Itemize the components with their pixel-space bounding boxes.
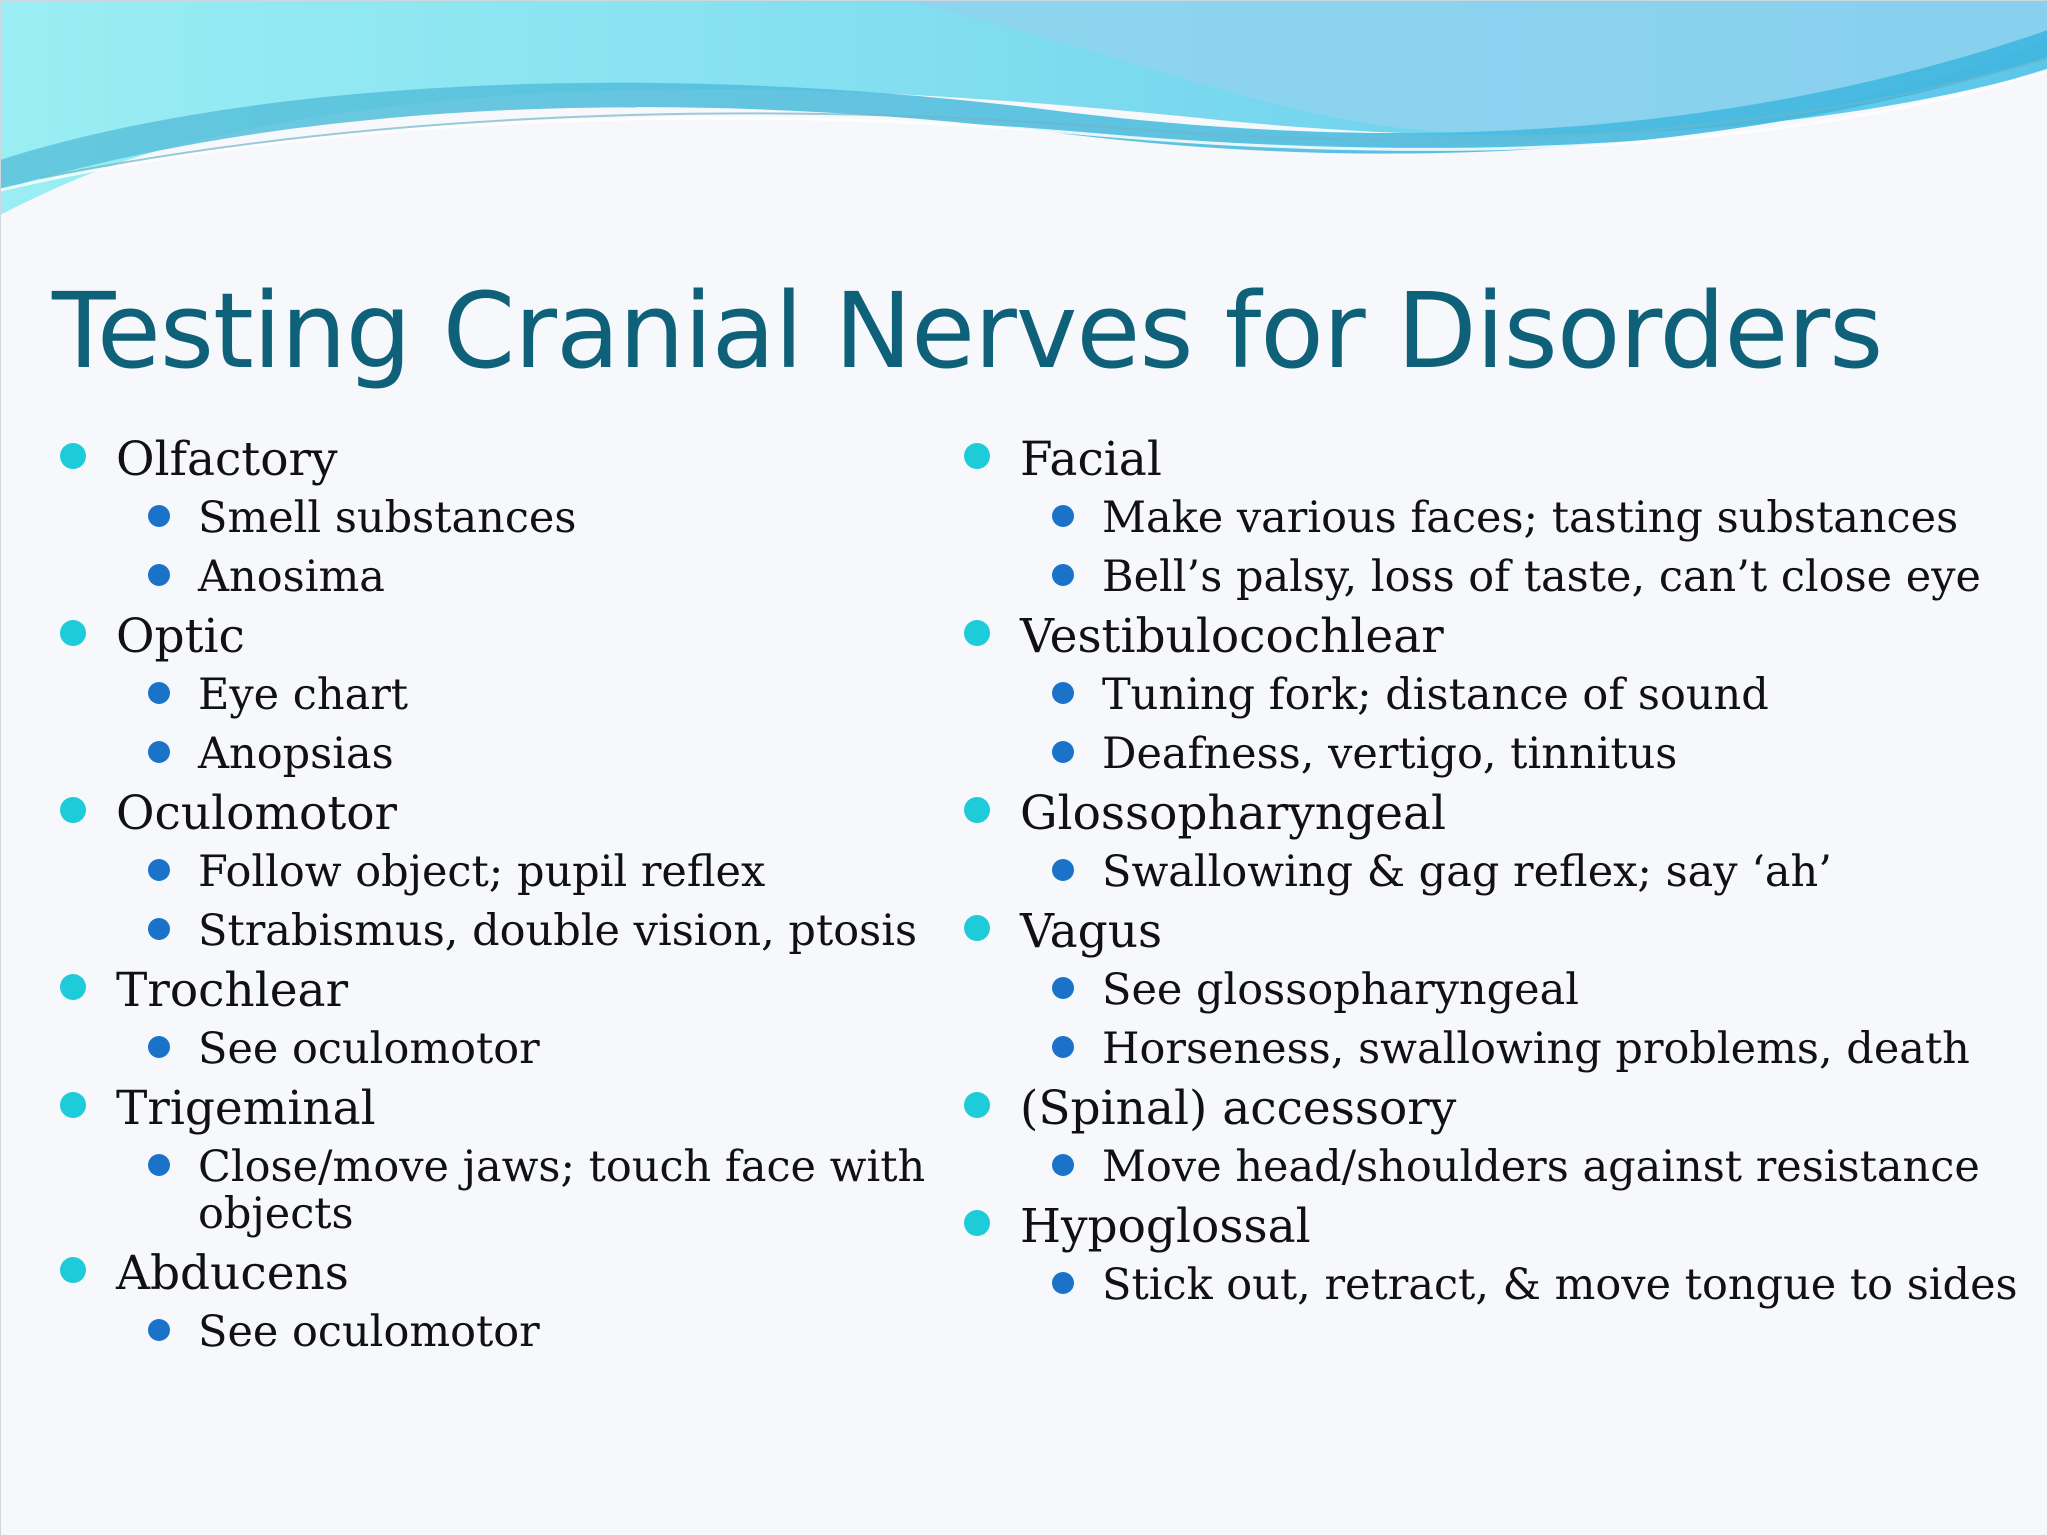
test-list-item — [198, 1303, 940, 1362]
test-list-item — [198, 489, 940, 548]
nerve-name: Hypoglossal — [1020, 1199, 1311, 1254]
nerve-item-trigeminal — [60, 1079, 940, 1244]
left-nerve-list — [60, 430, 940, 1362]
nerve-item-vestibulocochlear — [964, 607, 2034, 784]
nerve-item-olfactory — [60, 430, 940, 607]
nerve-name: Glossopharyngeal — [1020, 786, 1447, 841]
test-list-item — [1102, 961, 2034, 1020]
sub-bullet-dot-icon — [148, 918, 170, 940]
test-list-item — [1102, 489, 2034, 548]
nerve-item-glossopharyngeal — [964, 784, 2034, 902]
test-list-item — [1102, 666, 2034, 725]
nerve-item-optic — [60, 607, 940, 784]
test-list-item — [198, 548, 940, 607]
nerve-name: Vagus — [1020, 904, 1163, 959]
slide-title: Testing Cranial Nerves for Disorders — [52, 270, 1883, 392]
nerve-test-list — [116, 666, 940, 784]
bullet-dot-icon — [964, 443, 990, 469]
sub-bullet-dot-icon — [148, 741, 170, 763]
test-description: Anopsias — [198, 729, 394, 779]
sub-bullet-dot-icon — [1052, 564, 1074, 586]
sub-bullet-dot-icon — [1052, 1036, 1074, 1058]
nerve-name: Trochlear — [116, 963, 349, 1018]
test-list-item — [198, 725, 940, 784]
nerve-test-list — [1020, 843, 2034, 902]
nerve-name: (Spinal) accessory — [1020, 1081, 1457, 1136]
test-description: Close/move jaws; touch face with objects — [198, 1142, 926, 1239]
nerve-item-oculomotor — [60, 784, 940, 961]
bullet-dot-icon — [60, 1257, 86, 1283]
test-list-item — [1102, 1256, 2034, 1315]
nerve-test-list — [116, 489, 940, 607]
test-list-item — [198, 902, 940, 961]
bullet-dot-icon — [60, 443, 86, 469]
test-description: Strabismus, double vision, ptosis — [198, 906, 918, 956]
bullet-dot-icon — [964, 797, 990, 823]
sub-bullet-dot-icon — [148, 564, 170, 586]
test-description: Smell substances — [198, 493, 577, 543]
test-list-item — [1102, 843, 2034, 902]
sub-bullet-dot-icon — [1052, 1154, 1074, 1176]
test-list-item — [198, 1020, 940, 1079]
bullet-dot-icon — [60, 620, 86, 646]
nerve-item-trochlear — [60, 961, 940, 1079]
nerve-test-list — [116, 1303, 940, 1362]
sub-bullet-dot-icon — [1052, 682, 1074, 704]
nerve-name: Oculomotor — [116, 786, 397, 841]
sub-bullet-dot-icon — [1052, 1272, 1074, 1294]
nerve-item-hypoglossal — [964, 1197, 2034, 1315]
bullet-dot-icon — [60, 1092, 86, 1118]
test-description: Tuning fork; distance of sound — [1102, 670, 1769, 720]
test-list-item — [1102, 725, 2034, 784]
sub-bullet-dot-icon — [148, 505, 170, 527]
test-list-item — [1102, 548, 2034, 607]
test-description: Swallowing & gag reflex; say ‘ah’ — [1102, 847, 1832, 897]
header-wave-decoration — [0, 0, 2048, 240]
bullet-dot-icon — [60, 974, 86, 1000]
sub-bullet-dot-icon — [1052, 505, 1074, 527]
bullet-dot-icon — [964, 1210, 990, 1236]
bullet-dot-icon — [60, 797, 86, 823]
test-list-item — [198, 666, 940, 725]
nerve-test-list — [1020, 1256, 2034, 1315]
test-description: Horseness, swallowing problems, death — [1102, 1024, 1970, 1074]
test-description: Move head/shoulders against resistance — [1102, 1142, 1980, 1192]
nerve-name: Facial — [1020, 432, 1162, 487]
right-nerve-list — [964, 430, 2034, 1315]
nerve-name: Vestibulocochlear — [1020, 609, 1444, 664]
nerve-item-facial — [964, 430, 2034, 607]
test-description: Deafness, vertigo, tinnitus — [1102, 729, 1678, 779]
nerve-test-list — [116, 1138, 940, 1244]
nerve-item-spinal-accessory — [964, 1079, 2034, 1197]
nerve-test-list — [116, 843, 940, 961]
test-description: Stick out, retract, & move tongue to sides — [1102, 1260, 2018, 1310]
nerve-name: Abducens — [116, 1246, 349, 1301]
bullet-dot-icon — [964, 915, 990, 941]
sub-bullet-dot-icon — [148, 1154, 170, 1176]
nerve-name: Optic — [116, 609, 245, 664]
sub-bullet-dot-icon — [1052, 741, 1074, 763]
test-list-item — [198, 1138, 940, 1244]
nerve-test-list — [1020, 489, 2034, 607]
nerve-name: Olfactory — [116, 432, 338, 487]
nerve-item-abducens — [60, 1244, 940, 1362]
test-description: See oculomotor — [198, 1307, 540, 1357]
test-description: Eye chart — [198, 670, 409, 720]
sub-bullet-dot-icon — [148, 859, 170, 881]
nerve-test-list — [1020, 666, 2034, 784]
nerve-test-list — [1020, 961, 2034, 1079]
sub-bullet-dot-icon — [1052, 859, 1074, 881]
test-description: See oculomotor — [198, 1024, 540, 1074]
bullet-dot-icon — [964, 1092, 990, 1118]
test-description: Bell’s palsy, loss of taste, can’t close eye — [1102, 552, 1981, 602]
sub-bullet-dot-icon — [148, 1036, 170, 1058]
nerve-item-vagus — [964, 902, 2034, 1079]
test-description: See glossopharyngeal — [1102, 965, 1579, 1015]
test-description: Follow object; pupil reflex — [198, 847, 766, 897]
nerve-test-list — [1020, 1138, 2034, 1197]
test-description: Make various faces; tasting substances — [1102, 493, 1959, 543]
test-description: Anosima — [198, 552, 385, 602]
sub-bullet-dot-icon — [148, 682, 170, 704]
test-list-item — [1102, 1020, 2034, 1079]
bullet-dot-icon — [964, 620, 990, 646]
sub-bullet-dot-icon — [148, 1319, 170, 1341]
test-list-item — [1102, 1138, 2034, 1197]
nerve-test-list — [116, 1020, 940, 1079]
test-list-item — [198, 843, 940, 902]
nerve-name: Trigeminal — [116, 1081, 376, 1136]
sub-bullet-dot-icon — [1052, 977, 1074, 999]
